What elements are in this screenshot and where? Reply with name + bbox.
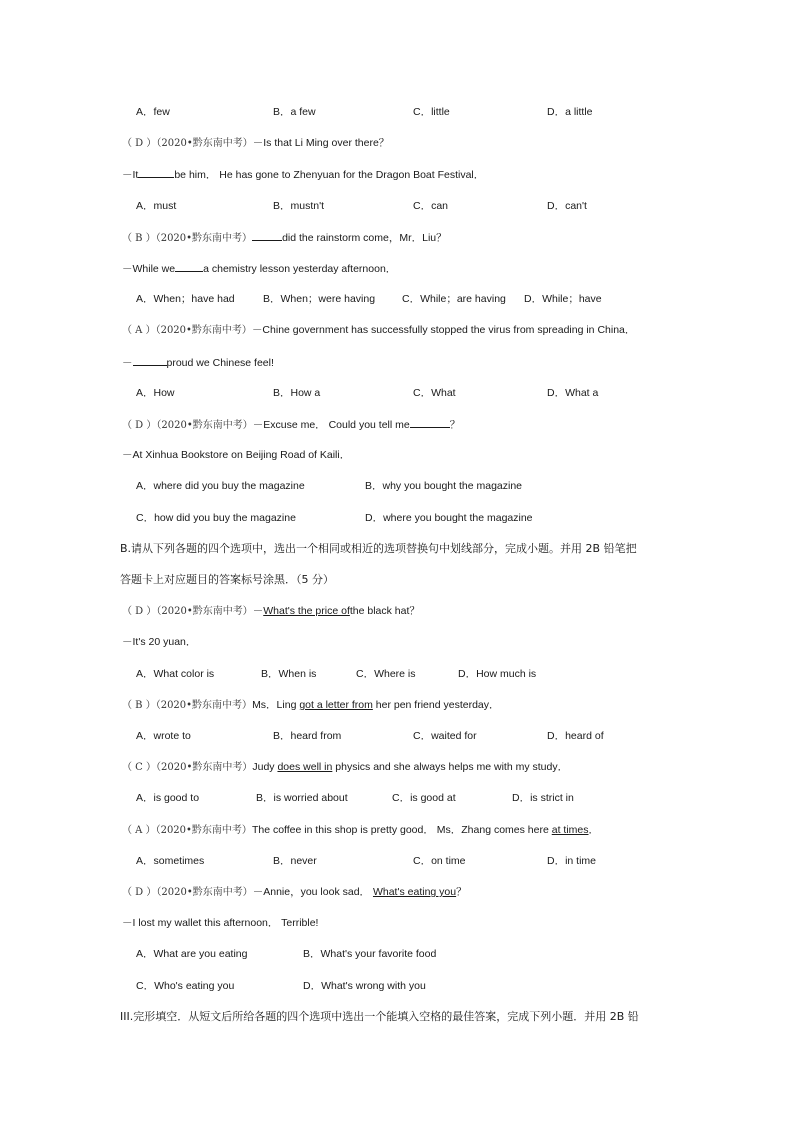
option-a: A．What are you eating	[136, 948, 248, 960]
question-3-head: （ A ）（2020•黔东南中考）	[122, 325, 252, 336]
question-4-line2: －At Xinhua Bookstore on Beijing Road of Kaili．	[122, 449, 351, 461]
option-b: B．is worried about	[256, 792, 348, 804]
option-a: A．where did you buy the magazine	[136, 480, 305, 492]
question-1-line2	[122, 167, 484, 182]
question-7-pre: Judy	[252, 761, 278, 773]
underlined-phrase: got a letter from	[299, 699, 373, 711]
option-a: A．must	[136, 200, 177, 212]
answer-blank	[175, 261, 203, 272]
option-b: B．why you bought the magazine	[365, 480, 523, 492]
option-b: B．a few	[273, 106, 316, 118]
option-a: A．When；have had	[136, 293, 235, 305]
option-d: D．can't	[547, 200, 587, 212]
answer-blank	[252, 230, 282, 241]
option-a: A．is good to	[136, 792, 200, 804]
section-iii-instructions: III.完形填空．从短文后所给各题的四个选项中选出一个能填入空格的最佳答案，完成下列小题．并用 2B 铅	[120, 1010, 639, 1023]
option-c: C．While；are having	[402, 293, 506, 305]
option-d: D．What a	[547, 387, 599, 399]
option-c: C．What	[413, 387, 456, 399]
section-b-instructions-2: 答题卡上对应题目的答案标号涂黑．（5 分）	[120, 573, 334, 586]
underlined-phrase: What's eating you	[372, 886, 457, 898]
option-c: C．is good at	[392, 792, 456, 804]
question-4-head: （ D ）（2020•黔东南中考）	[122, 420, 253, 431]
underlined-phrase: does well in	[277, 761, 333, 773]
question-8-post: ．	[588, 824, 599, 836]
question-4-text: －Excuse me． Could you tell me	[252, 419, 410, 431]
option-a: A．wrote to	[136, 730, 191, 742]
option-a: A．few	[136, 106, 170, 118]
option-d: D．is strict in	[512, 792, 574, 804]
underlined-phrase: at times	[551, 824, 589, 836]
option-d: D．How much is	[458, 668, 537, 680]
option-d: D．a little	[547, 106, 593, 118]
question-7-head: （ C ）（2020•黔东南中考）	[122, 762, 253, 773]
question-8-pre: The coffee in this shop is pretty good． Ms．Zhang comes here	[251, 824, 552, 836]
option-c: C．Who's eating you	[136, 980, 235, 992]
question-1-head: （ D ）（2020•黔东南中考）	[122, 138, 253, 149]
option-c: C．waited for	[413, 730, 477, 742]
answer-blank	[410, 417, 450, 428]
question-8-stem	[122, 823, 599, 838]
option-a: A．sometimes	[136, 855, 205, 867]
option-a: A．What color is	[136, 668, 215, 680]
question-6-pre: Ms．Ling	[252, 699, 300, 711]
answer-blank	[138, 167, 174, 178]
option-c: C．Where is	[356, 668, 416, 680]
option-b: B．How a	[273, 387, 321, 399]
option-b: B．What's your favorite food	[303, 948, 437, 960]
option-c: C．how did you buy the magazine	[136, 512, 296, 524]
question-6-stem	[122, 698, 500, 713]
option-c: C．on time	[413, 855, 466, 867]
answer-blank	[133, 355, 167, 366]
question-3-text: －Chine government has successfully stopped the virus from spreading in China．	[251, 324, 636, 336]
question-9-head: （ D ）（2020•黔东南中考）	[122, 887, 253, 898]
question-4-stem	[122, 417, 460, 433]
question-7-stem	[122, 760, 568, 775]
question-2-stem	[122, 230, 447, 246]
option-b: B．When is	[261, 668, 317, 680]
option-d: D．heard of	[547, 730, 604, 742]
question-3-stem	[122, 323, 635, 338]
question-2-line2-a: －While we	[122, 263, 176, 275]
question-2-line2	[122, 261, 396, 276]
question-9-line2: －I lost my wallet this afternoon． Terrible!	[122, 917, 319, 929]
question-6-head: （ B ）（2020•黔东南中考）	[122, 700, 253, 711]
question-5-head: （ D ）（2020•黔东南中考）	[122, 606, 253, 617]
question-1-text: －Is that Li Ming over there？	[252, 137, 390, 149]
option-b: B．heard from	[273, 730, 342, 742]
question-2-head: （ B ）（2020•黔东南中考）	[122, 233, 253, 244]
question-9-post: ？	[456, 886, 467, 898]
question-9-pre: －Annie，you look sad．	[252, 886, 373, 898]
underlined-phrase: What's the price of	[263, 605, 350, 617]
option-c: C．can	[413, 200, 449, 212]
question-1-stem	[122, 136, 389, 151]
question-5-pre: －	[252, 605, 264, 617]
question-5-stem	[122, 604, 420, 619]
option-b: B．mustn't	[273, 200, 325, 212]
option-d: D．While；have	[524, 293, 602, 305]
question-2-text: did the rainstorm come，Mr．Liu？	[282, 232, 447, 244]
question-2-line2-b: a chemistry lesson yesterday afternoon．	[203, 263, 397, 275]
question-5-post: the black hat？	[349, 605, 420, 617]
option-d: D．where you bought the magazine	[365, 512, 533, 524]
section-b-instructions: B.请从下列各题的四个选项中，选出一个相同或相近的选项替换句中划线部分，完成小题。并用 2B 铅笔把	[120, 542, 637, 555]
question-5-line2: －It's 20 yuan．	[122, 636, 197, 648]
option-a: A．How	[136, 387, 175, 399]
option-d: D．What's wrong with you	[303, 980, 426, 992]
question-6-post: her pen friend yesterday．	[372, 699, 500, 711]
question-9-stem	[122, 885, 467, 900]
option-b: B．never	[273, 855, 317, 867]
question-8-head: （ A ）（2020•黔东南中考）	[122, 825, 252, 836]
option-c: C．little	[413, 106, 450, 118]
option-d: D．in time	[547, 855, 597, 867]
question-3-line2-a: －	[122, 357, 133, 369]
question-1-line2-b: be him． He has gone to Zhenyuan for the Dragon Boat Festival．	[174, 169, 485, 181]
question-3-line2	[122, 355, 274, 370]
question-7-post: physics and she always helps me with my study．	[332, 761, 569, 773]
question-4-text-end: ？	[449, 419, 461, 431]
question-3-line2-b: proud we Chinese feel!	[166, 357, 274, 369]
option-b: B．When；were having	[263, 293, 376, 305]
question-1-line2-a: －It	[122, 169, 139, 181]
